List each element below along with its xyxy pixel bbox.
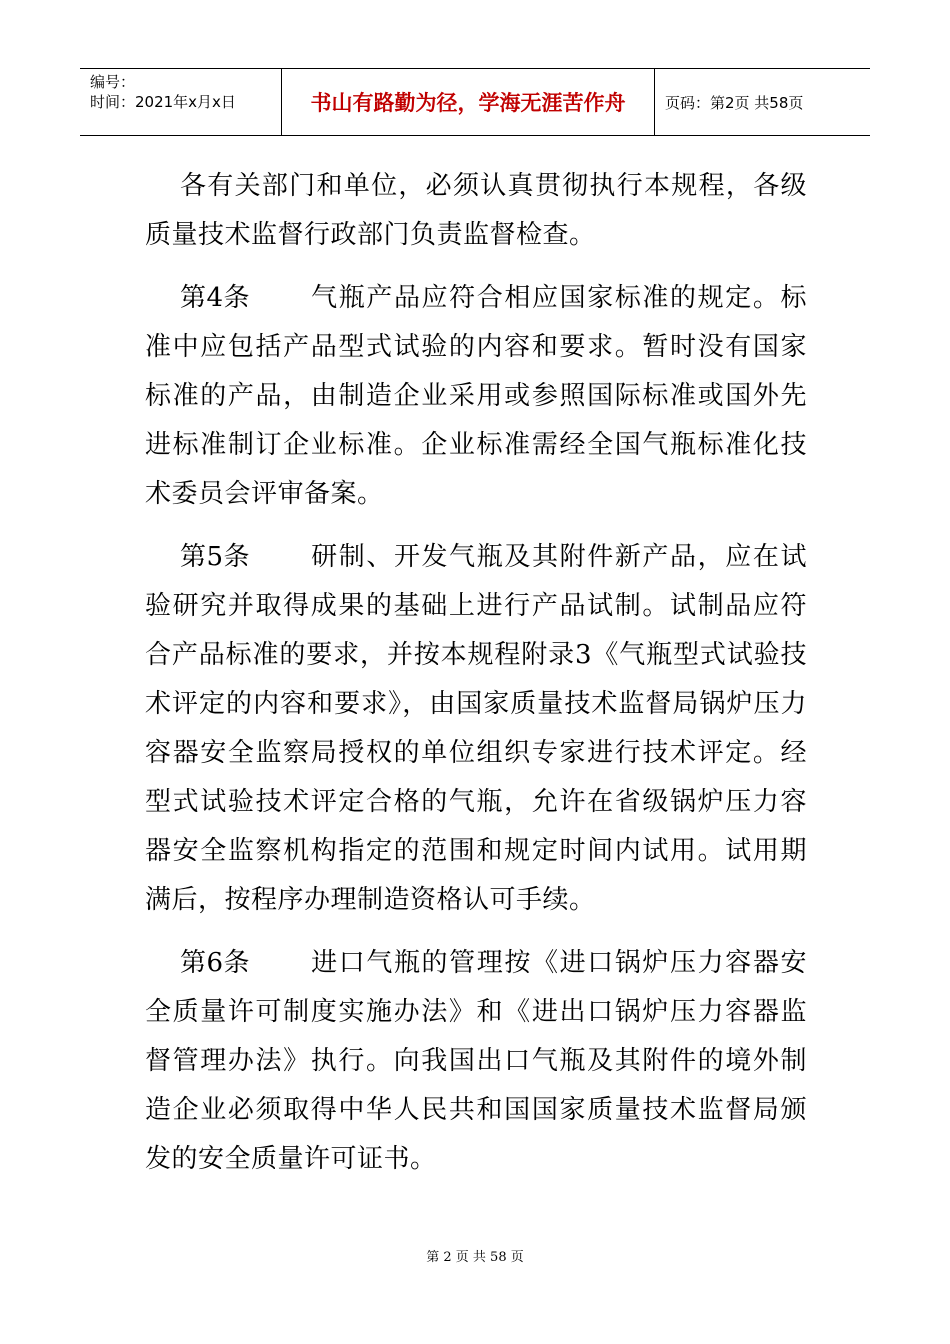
paragraph-text: 气瓶产品应符合相应国家标准的规定。标准中应包括产品型式试验的内容和要求。暂时没有国家标准的产品，由制造企业采用或参照国际标准或国外先进标准制订企业标准。企业标准需经全国气瓶标准化技术委员会评审备案。 xyxy=(145,283,807,509)
document-number-label: 编号： xyxy=(90,73,136,91)
page-footer: 第 2 页 共 58 页 xyxy=(426,1250,524,1265)
paragraph-text: 进口气瓶的管理按《进口锅炉压力容器安全质量许可制度实施办法》和《进出口锅炉压力容器监督管理办法》执行。向我国出口气瓶及其附件的境外制造企业必须取得中华人民共和国国家质量技术监督局颁发的安全质量许可证书。 xyxy=(145,948,807,1174)
paragraph-article-5 xyxy=(145,533,807,925)
article-number: 第6条 xyxy=(180,948,251,978)
header-motto: 书山有路勤为径，学海无涯苦作舟 xyxy=(282,69,655,135)
document-body xyxy=(145,162,807,1198)
page-header xyxy=(80,68,870,136)
header-page-number: 页码：第2页 共58页 xyxy=(665,93,804,112)
paragraph-text: 各有关部门和单位，必须认真贯彻执行本规程，各级质量技术监督行政部门负责监督检查。 xyxy=(145,171,807,250)
article-number: 第4条 xyxy=(180,283,251,313)
header-info xyxy=(80,69,282,135)
paragraph-intro xyxy=(145,162,807,260)
article-number: 第5条 xyxy=(180,542,251,572)
paragraph-article-4 xyxy=(145,274,807,519)
paragraph-article-6 xyxy=(145,939,807,1184)
document-time-label: 时间：2021年x月x日 xyxy=(90,93,236,111)
paragraph-text: 研制、开发气瓶及其附件新产品，应在试验研究并取得成果的基础上进行产品试制。试制品应符合产品标准的要求，并按本规程附录3《气瓶型式试验技术评定的内容和要求》，由国家质量技术监督局锅炉压力容器安全监察局授权的单位组织专家进行技术评定。经型式试验技术评定合格的气瓶，允许在省级锅炉压力容器安全监察机构指定的范围和规定时间内试用。试用期满后，按程序办理制造资格认可手续。 xyxy=(145,542,807,915)
